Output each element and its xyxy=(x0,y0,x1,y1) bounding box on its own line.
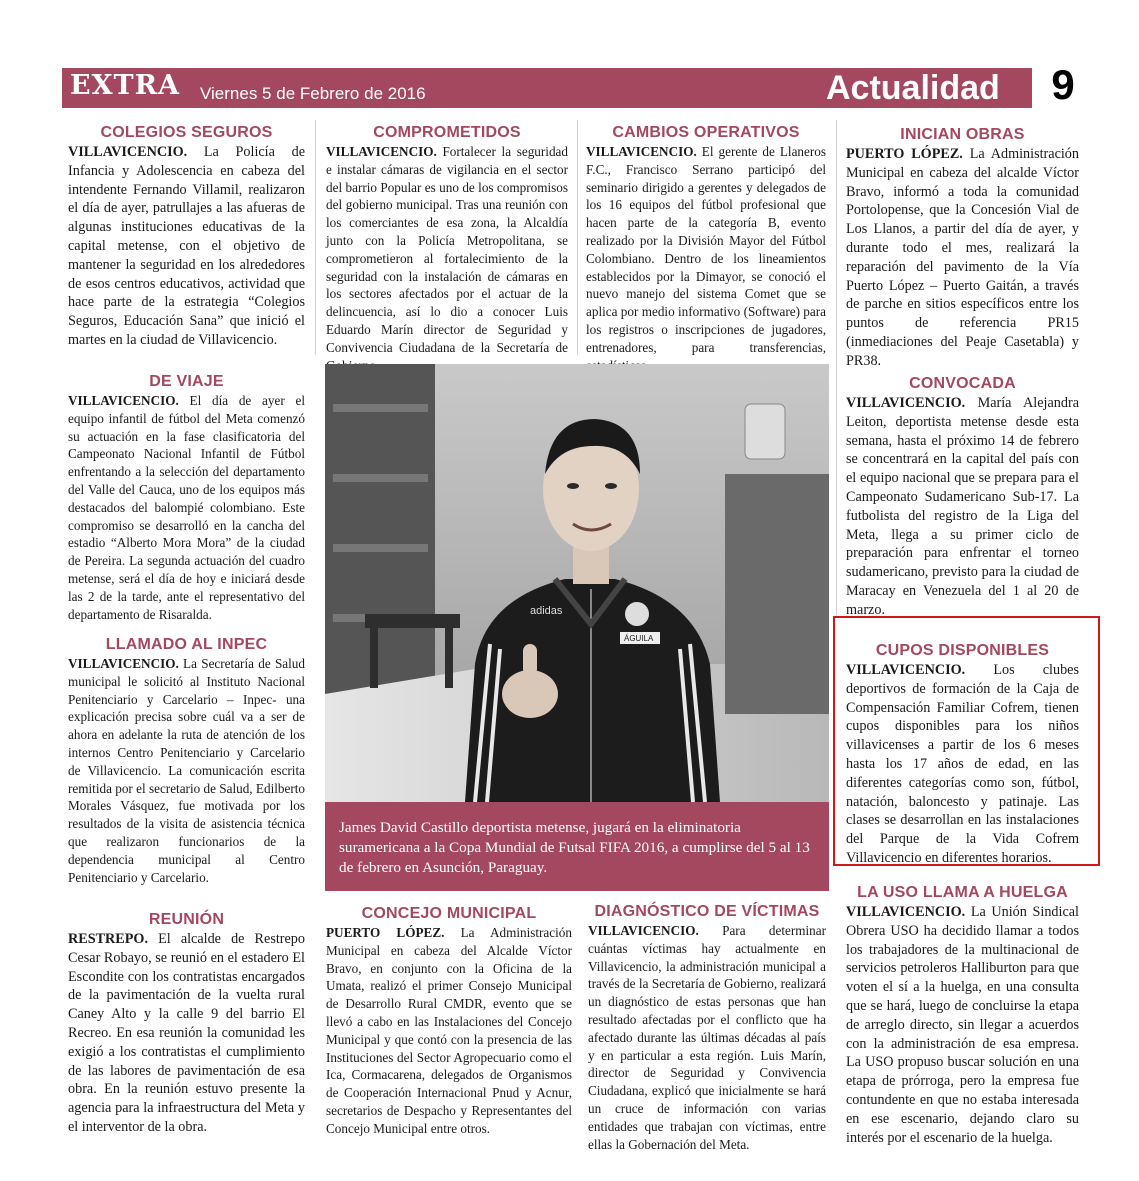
article-text: La Administración Municipal en cabeza del Alcalde Víctor Bravo, en conjunto con la Oficina de la Umata, realizó el primer Consejo Municipal de Desarrollo Rural CMDR, evento que se llevó a cabo en las Instalaciones del Concejo Municipal y que contó con la presencia de las Instituciones del Sector Agropecuario como el Ica, Cormacarena, delegados de Organismos de Cooperación Internacional Pnud y Acnur, secretarios de Despacho y Representantes del Concejo Municipal entre otros. xyxy=(326,925,572,1136)
article-location: VILLAVICENCIO. xyxy=(68,393,179,408)
page-number: 9 xyxy=(1032,60,1094,108)
article-text: La Unión Sindical Obrera USO ha decidido llamar a todos los trabajadores de la multinacional de servicios petroleros Halliburton para que voten el sí a la huelga, en una consulta que se hará, luego de concluirse la etapa de arreglo directo, sin llegar a acuerdos con la administración de esa empresa. La USO propuso buscar solución en una etapa de prórroga, pero la empresa fue contundente en que no estaba interesada en ese escenario, dejando claro su interés por el escenario de la huelga. xyxy=(846,904,1079,1146)
thumbs-up-icon xyxy=(502,670,558,718)
article-text: Para determinar cuántas víctimas hay actualmente en Villavicencio, la administración municipal a través de la Secretaría de Gobierno, realizará un diagnóstico de estas personas que han resultado afectadas por el conflicto que ha afectado durante las últimas décadas al país y en particular a esta región. Luis Marín, director de Seguridad y Convivencia Ciudadana, explicó que inicialmente se hará un cruce de información con varias entidades que trabajan con víctimas, entre ellas la Gobernación del Meta. xyxy=(588,923,826,1152)
article-cambios-operativos xyxy=(586,124,826,374)
article-comprometidos xyxy=(326,124,568,374)
article-body xyxy=(68,392,305,623)
article-body xyxy=(588,922,826,1153)
article-body xyxy=(846,661,1079,868)
article-uso-huelga xyxy=(846,884,1079,1147)
article-de-viaje xyxy=(68,373,305,623)
article-text: El día de ayer el equipo infantil de fútbol del Meta comenzó su actuación en la fase clasificatoria del Campeonato Nacional Infantil de Fútbol enfrentando a la selección del departamento del Valle del Cauca, uno de los equipos más destacados del balompié colombiano. Este compromiso se desarrolló en la cancha del estadio “Alberto Mora Mora” de la ciudad de Pereira. La segunda actuación del cuadro metense, será el día de hoy e iniciará desde las 2 de la tarde, ante el representativo del departamento de Risaralda. xyxy=(68,393,305,622)
jacket-brand-label: adidas xyxy=(530,605,563,617)
article-location: VILLAVICENCIO. xyxy=(586,144,697,159)
article-headline: CONVOCADA xyxy=(909,375,1016,392)
article-text: El alcalde de Restrepo Cesar Robayo, se reunió en el estadero El Escondite con los contratistas encargados de la pavimentación de la vuelta rural Caney Alto y la calle 9 del barrio El Recreo. En esa reunión la comunidad les exigió a los contratistas el cumplimiento de las labores de pavimentación de esa obra. En la reunión estuvo presente la agencia para la infraestructura del Meta y el interventor de la obra. xyxy=(68,931,305,1135)
article-location: VILLAVICENCIO. xyxy=(846,904,966,920)
article-headline: REUNIÓN xyxy=(148,911,225,928)
article-colegios-seguros xyxy=(68,124,305,350)
article-text: El gerente de Llaneros F.C., Francisco Serrano participó del seminario dirigido a gerentes y delegados de los 16 equipos del fútbol profesional que hacen parte de la categoría B, evento realizado por la División Mayor del Fútbol Colombiano. Dentro de los lineamientos establecidos por la Dimayor, se conoció el nuevo manejo del sistema Comet que se aplica por medio informativo (Software) para los registros o inscripciones de jugadores, entrenadores, para transferencias, xyxy=(586,144,826,355)
article-body xyxy=(326,924,572,1138)
jacket-badge-label: ÁGUILA xyxy=(624,634,654,643)
article-location: VILLAVICENCIO. xyxy=(846,395,966,411)
article-headline: LLAMADO AL INPEC xyxy=(105,636,268,653)
article-headline: DIAGNÓSTICO DE VÍCTIMAS xyxy=(594,903,820,920)
article-body xyxy=(68,655,305,886)
article-body xyxy=(586,143,826,374)
article-headline: CONCEJO MUNICIPAL xyxy=(361,905,537,922)
article-cupos-disponibles xyxy=(846,642,1079,868)
article-headline: CUPOS DISPONIBLES xyxy=(875,642,1050,659)
article-location: PUERTO LÓPEZ. xyxy=(846,146,963,162)
article-text: Los clubes deportivos de formación de la Caja de Compensación Familiar Cofrem, tienen cupos disponibles para los niños villavicenses a partir de los 6 meses hasta los 17 años de edad, en las diferentes categorías como son, fútbol, natación, baloncesto y patinaje. Las clases se desarrollan en las instalaciones del Parque de la Vida Cofrem Villavicencio en diferentes horarios. xyxy=(846,662,1079,866)
article-location: PUERTO LÓPEZ. xyxy=(326,925,445,940)
article-location: VILLAVICENCIO. xyxy=(846,662,966,678)
crest-icon xyxy=(625,602,649,626)
section-title: Actualidad xyxy=(818,68,1032,108)
photo-caption: James David Castillo deportista metense, jugará en la eliminatoria suramericana a la Copa Mundial de Futsal FIFA 2016, a cumplirse del 5 al 13 de febrero en Asunción, Paraguay. xyxy=(325,802,829,891)
article-concejo-municipal xyxy=(326,905,572,1138)
article-headline: COLEGIOS SEGUROS xyxy=(100,124,273,141)
article-inician-obras xyxy=(846,126,1079,371)
article-text: La Secretaría de Salud municipal le solicitó al Instituto Nacional Penitenciario y Carcelario – Inpec- una explicación precisa sobre cuál va a ser de ahora en adelante la ruta de atención de los internos Centro Penitenciario y Carcelario de Villavicencio. La comunicación escrita remitida por el secretario de Salud, Edilberto Morales Vásquez, fue motivada por los resultados de la visita de asistencia técnica que realizaron funcionarios de la dependencia municipal al Centro Penitenciario y Carcelario. xyxy=(68,656,305,885)
article-text: María Alejandra Leiton, deportista metense desde esta semana, hasta el próximo 14 de febrero se concentrará en la capital del país con el equipo nacional que se prepara para el Campeonato Sudamericano Sub-17. La futbolista del registro de la Liga del Meta, llega a su primer ciclo de preparación para enfrentar el torneo sudamericano, previsto para la ciudad de Maracay en Venezuela del 1 al 20 de marzo. xyxy=(846,395,1079,618)
article-body xyxy=(846,394,1079,620)
article-text: Fortalecer la seguridad e instalar cámaras de vigilancia en el sector del barrio Popular es uno de los compromisos del gobierno municipal. Tras una reunión con los comerciantes de esa zona, la Alcaldía junto con la Policía Metropolitana, se comprometieron al fortalecimiento de la seguridad con la instalación de cámaras en los sectores afectados por el actuar de la delincuencia, así lo dio a conocer Luis Eduardo Marín director de Seguridad y Convivencia Ciudadana de la Secretaría de xyxy=(326,144,568,355)
issue-date: Viernes 5 de Febrero de 2016 xyxy=(200,84,426,103)
article-location: VILLAVICENCIO. xyxy=(588,923,699,938)
article-text: La Administración Municipal en cabeza del alcalde Víctor Bravo, informó a toda la comunidad Portolopense, que la Concesión Vial de Los Llanos, a partir del día de ayer, y durante todo el mes, realizará la reparación del pavimento de la Vía Puerto López – Puerto Gaitán, a través de parche en sitios específicos entre los puntos de referencia PR15 (inmediaciones del Peaje Casetabla) y PR38. xyxy=(846,146,1079,369)
article-location: VILLAVICENCIO. xyxy=(68,144,188,160)
article-body xyxy=(846,145,1079,371)
column-divider xyxy=(315,120,316,355)
photo-block xyxy=(325,364,829,891)
article-body xyxy=(68,930,305,1137)
article-headline: LA USO LLAMA A HUELGA xyxy=(857,884,1068,901)
article-location: VILLAVICENCIO. xyxy=(68,656,179,671)
athlete-photo xyxy=(325,364,829,802)
article-body xyxy=(846,903,1079,1147)
article-text: La Policía de Infancia y Adolescencia en cabeza del intendente Fernando Villamil, realizaron el día de ayer, patrullajes a las afueras de algunas instituciones educativas de la capital metense, con el objetivo de mantener la seguridad en los alrededores de esos centros educativos, actividad que hace parte de la estrategia “Colegios Seguros, Educación Sana” que inició el martes en la ciudad de Villavicencio. xyxy=(68,144,305,348)
column-divider xyxy=(836,120,837,615)
article-location: RESTREPO. xyxy=(68,931,149,947)
column-divider xyxy=(577,120,578,355)
article-diagnostico-victimas xyxy=(588,903,826,1153)
article-location: VILLAVICENCIO. xyxy=(326,144,437,159)
article-reunion xyxy=(68,911,305,1137)
article-headline: DE VIAJE xyxy=(149,373,224,390)
article-headline: INICIAN OBRAS xyxy=(900,126,1025,143)
article-body xyxy=(68,143,305,350)
article-headline: COMPROMETIDOS xyxy=(373,124,521,141)
article-llamado-inpec xyxy=(68,636,305,886)
article-convocada xyxy=(846,375,1079,620)
article-body xyxy=(326,143,568,374)
newspaper-logo: EXTRA xyxy=(70,70,181,101)
athlete-photo-illustration xyxy=(325,364,829,802)
article-headline: CAMBIOS OPERATIVOS xyxy=(612,124,800,141)
